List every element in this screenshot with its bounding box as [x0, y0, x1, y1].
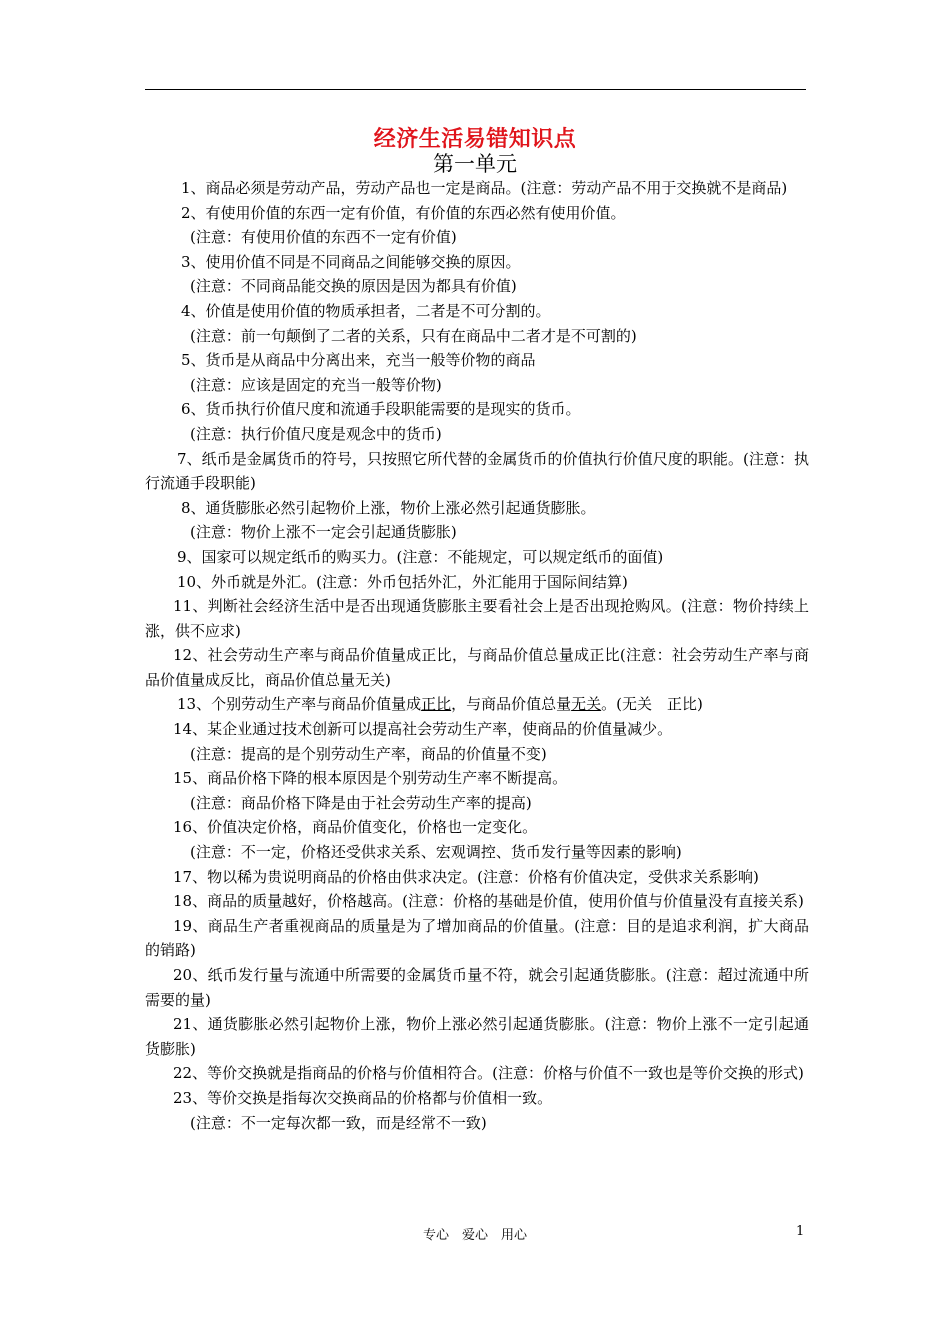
document-title: 经济生活易错知识点: [373, 126, 577, 152]
underlined-answer: 无关: [571, 695, 602, 714]
item-paragraph: 20、纸币发行量与流通中所需要的金属货币量不符，就会引起通货膨胀。(注意：超过流通中所需要的量): [145, 966, 809, 1009]
section-heading: 第一单元: [433, 152, 517, 176]
item-paragraph: 21、通货膨胀必然引起物价上涨，物价上涨必然引起通货膨胀。(注意：物价上涨不一定引起通货膨胀): [145, 1015, 809, 1058]
item-paragraph: 23、等价交换是指每次交换商品的价格都与价值相一致。: [173, 1088, 553, 1107]
item-paragraph: 19、商品生产者重视商品的质量是为了增加商品的价值量。(注意：目的是追求利润，扩大商品的销路): [145, 916, 809, 960]
item-paragraph: 9、国家可以规定纸币的购买力。(注意：不能规定，可以规定纸币的面值): [177, 547, 664, 566]
note-paragraph: (注意：有使用价值的东西不一定有价值): [190, 228, 457, 247]
text-fragment: 13、个别劳动生产率与商品价值量成: [177, 695, 422, 714]
item-paragraph: 7、纸币是金属货币的符号，只按照它所代替的金属货币的价值执行价值尺度的职能。(注意：执行流通手段职能): [145, 449, 809, 493]
item-paragraph: 22、等价交换就是指商品的价格与价值相符合。(注意：价格与价值不一致也是等价交换的形式): [173, 1064, 804, 1083]
item-paragraph: 16、价值决定价格，商品价值变化，价格也一定变化。: [173, 818, 538, 837]
item-paragraph: 4、价值是使用价值的物质承担者，二者是不可分割的。: [181, 301, 551, 320]
note-paragraph: (注意：不同商品能交换的原因是因为都具有价值): [190, 277, 517, 296]
item-paragraph: [145, 692, 809, 717]
item-paragraph: 18、商品的质量越好，价格越高。(注意：价格的基础是价值，使用价值与价值量没有直接关系): [173, 892, 804, 911]
note-paragraph: (注意：不一定每次都一致，而是经常不一致): [190, 1113, 487, 1132]
underlined-answer: 正比: [421, 695, 452, 714]
item-paragraph: 5、货币是从商品中分离出来，充当一般等价物的商品: [181, 351, 536, 370]
item-paragraph: 3、使用价值不同是不同商品之间能够交换的原因。: [181, 252, 521, 271]
note-paragraph: (注意：不一定，价格还受供求关系、宏观调控、货币发行量等因素的影响): [190, 843, 682, 862]
document-body: [145, 176, 809, 1135]
text-fragment: ，与商品价值总量: [451, 695, 572, 714]
item-paragraph: 6、货币执行价值尺度和流通手段职能需要的是现实的货币。: [181, 400, 581, 419]
note-paragraph: (注意：提高的是个别劳动生产率，商品的价值量不变): [190, 744, 547, 763]
item-paragraph: 1、商品必须是劳动产品，劳动产品也一定是商品。(注意：劳动产品不用于交换就不是商品): [181, 179, 788, 197]
item-paragraph: 14、某企业通过技术创新可以提高社会劳动生产率，使商品的价值量减少。: [173, 720, 673, 739]
note-paragraph: (注意：应该是固定的充当一般等价物): [190, 375, 442, 394]
header-rule: [145, 89, 806, 90]
text-fragment: 。(无关 正比): [601, 695, 703, 714]
item-paragraph: 8、通货膨胀必然引起物价上涨，物价上涨必然引起通货膨胀。: [181, 498, 596, 517]
item-paragraph: 15、商品价格下降的根本原因是个别劳动生产率不断提高。: [173, 769, 568, 788]
note-paragraph: (注意：物价上涨不一定会引起通货膨胀): [190, 523, 457, 542]
note-paragraph: (注意：前一句颠倒了二者的关系，只有在商品中二者才是不可割的): [190, 326, 637, 345]
item-paragraph: 12、社会劳动生产率与商品价值量成正比，与商品价值总量成正比(注意：社会劳动生产率与商品价值量成反比，商品价值总量无关): [145, 646, 809, 689]
page-number: 1: [796, 1224, 805, 1239]
note-paragraph: (注意：执行价值尺度是观念中的货币): [190, 424, 442, 443]
item-paragraph: 10、外币就是外汇。(注意：外币包括外汇，外汇能用于国际间结算): [177, 572, 628, 591]
note-paragraph: (注意：商品价格下降是由于社会劳动生产率的提高): [190, 793, 532, 812]
item-paragraph: 17、物以稀为贵说明商品的价格由供求决定。(注意：价格有价值决定，受供求关系影响): [173, 867, 759, 886]
item-paragraph: 2、有使用价值的东西一定有价值，有价值的东西必然有使用价值。: [181, 203, 626, 222]
page-footer: 专心 爱心 用心: [422, 1228, 527, 1243]
item-paragraph: 11、判断社会经济生活中是否出现通货膨胀主要看社会上是否出现抢购风。(注意：物价持续上涨，供不应求): [145, 597, 809, 640]
